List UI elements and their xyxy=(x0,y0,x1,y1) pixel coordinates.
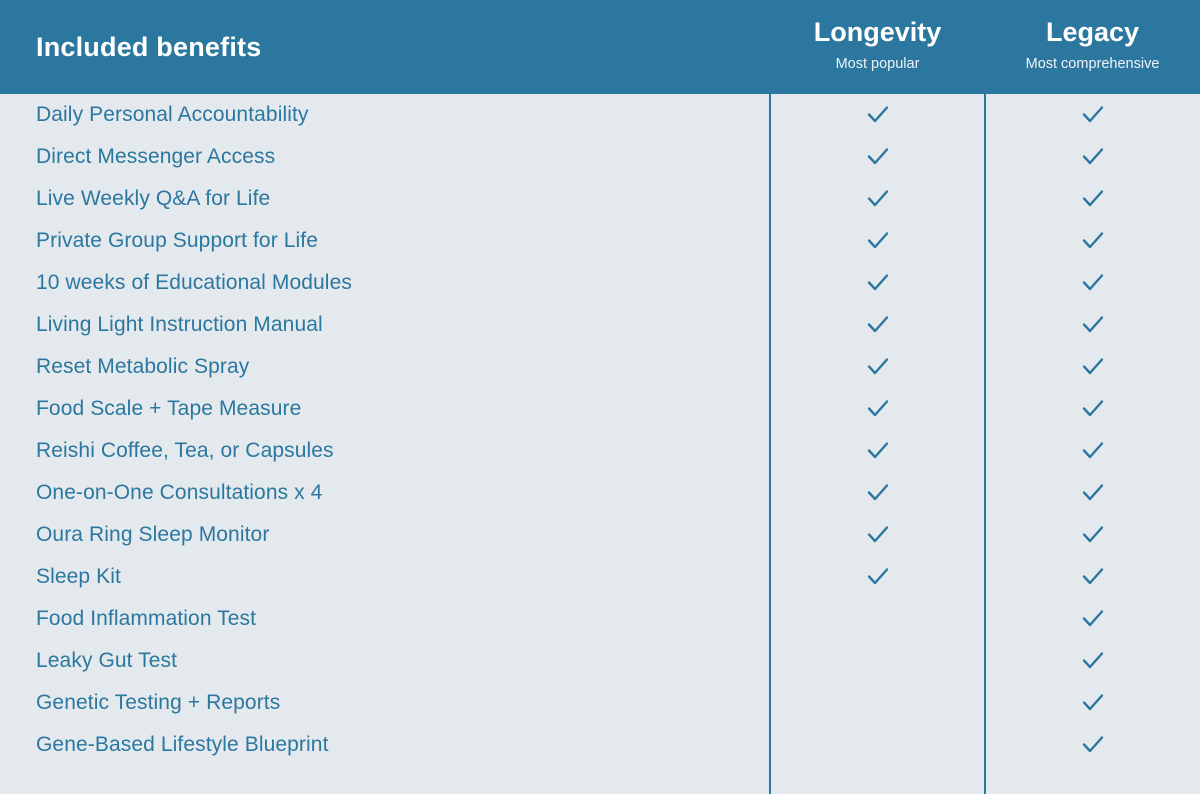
check-icon xyxy=(865,564,891,590)
cell-longevity xyxy=(770,228,985,254)
check-icon xyxy=(1080,228,1106,254)
cell-legacy xyxy=(985,396,1200,422)
cell-longevity xyxy=(770,396,985,422)
cell-legacy xyxy=(985,480,1200,506)
cell-legacy xyxy=(985,564,1200,590)
cell-legacy xyxy=(985,690,1200,716)
cell-longevity xyxy=(770,144,985,170)
check-icon xyxy=(1080,732,1106,758)
plan-subtitle-legacy: Most comprehensive xyxy=(1025,55,1160,72)
empty-cell xyxy=(865,690,891,716)
check-icon xyxy=(865,228,891,254)
check-icon xyxy=(1080,396,1106,422)
empty-cell xyxy=(865,606,891,632)
cell-longevity xyxy=(770,438,985,464)
benefit-label: Food Scale + Tape Measure xyxy=(36,397,302,420)
table-row xyxy=(0,556,1200,598)
table-row xyxy=(0,472,1200,514)
table-row xyxy=(0,178,1200,220)
cell-longevity xyxy=(770,690,985,716)
table-row xyxy=(0,262,1200,304)
benefit-label: Live Weekly Q&A for Life xyxy=(36,187,271,210)
check-icon xyxy=(1080,144,1106,170)
check-icon xyxy=(865,396,891,422)
benefit-label: Sleep Kit xyxy=(36,565,121,588)
check-icon xyxy=(1080,354,1106,380)
cell-longevity xyxy=(770,564,985,590)
benefit-label: Daily Personal Accountability xyxy=(36,103,309,126)
check-icon xyxy=(1080,186,1106,212)
table-row xyxy=(0,220,1200,262)
cell-longevity xyxy=(770,606,985,632)
plan-name-legacy: Legacy xyxy=(1045,17,1140,48)
benefit-label: Genetic Testing + Reports xyxy=(36,691,281,714)
cell-legacy xyxy=(985,522,1200,548)
check-icon xyxy=(1080,690,1106,716)
cell-legacy xyxy=(985,438,1200,464)
empty-cell xyxy=(865,648,891,674)
column-divider-left xyxy=(769,94,771,794)
cell-legacy xyxy=(985,732,1200,758)
check-icon xyxy=(1080,522,1106,548)
header-cell-longevity xyxy=(770,0,985,94)
table-row xyxy=(0,724,1200,766)
check-icon xyxy=(865,354,891,380)
check-icon xyxy=(1080,438,1106,464)
empty-cell xyxy=(865,732,891,758)
cell-legacy xyxy=(985,270,1200,296)
check-icon xyxy=(1080,564,1106,590)
cell-legacy xyxy=(985,606,1200,632)
cell-legacy xyxy=(985,144,1200,170)
check-icon xyxy=(1080,648,1106,674)
cell-longevity xyxy=(770,354,985,380)
cell-longevity xyxy=(770,312,985,338)
table-body xyxy=(0,94,1200,794)
header-cell-benefits xyxy=(0,0,770,94)
check-icon xyxy=(865,102,891,128)
header-cell-legacy xyxy=(985,0,1200,94)
table-header xyxy=(0,0,1200,94)
plan-name-longevity: Longevity xyxy=(813,17,942,48)
cell-longevity xyxy=(770,186,985,212)
table-row xyxy=(0,640,1200,682)
table-row xyxy=(0,136,1200,178)
cell-legacy xyxy=(985,102,1200,128)
benefit-label: Direct Messenger Access xyxy=(36,145,276,168)
benefit-label: Reset Metabolic Spray xyxy=(36,355,250,378)
benefit-label: Leaky Gut Test xyxy=(36,649,178,672)
table-row xyxy=(0,304,1200,346)
check-icon xyxy=(1080,480,1106,506)
benefit-label: Reishi Coffee, Tea, or Capsules xyxy=(36,439,334,462)
cell-legacy xyxy=(985,354,1200,380)
benefit-label: 10 weeks of Educational Modules xyxy=(36,271,352,294)
table-row xyxy=(0,430,1200,472)
cell-legacy xyxy=(985,648,1200,674)
cell-legacy xyxy=(985,228,1200,254)
benefit-label: Food Inflammation Test xyxy=(36,607,257,630)
benefit-label: Oura Ring Sleep Monitor xyxy=(36,523,270,546)
cell-legacy xyxy=(985,186,1200,212)
check-icon xyxy=(865,312,891,338)
cell-longevity xyxy=(770,102,985,128)
check-icon xyxy=(865,480,891,506)
cell-longevity xyxy=(770,648,985,674)
check-icon xyxy=(865,186,891,212)
cell-longevity xyxy=(770,522,985,548)
table-row xyxy=(0,514,1200,556)
page-title: Included benefits xyxy=(36,31,262,62)
plan-subtitle-longevity: Most popular xyxy=(835,55,920,72)
check-icon xyxy=(1080,102,1106,128)
check-icon xyxy=(1080,312,1106,338)
table-row xyxy=(0,346,1200,388)
check-icon xyxy=(1080,606,1106,632)
check-icon xyxy=(865,522,891,548)
table-row xyxy=(0,682,1200,724)
benefit-label: Living Light Instruction Manual xyxy=(36,313,323,336)
benefit-label: Gene-Based Lifestyle Blueprint xyxy=(36,733,329,756)
column-divider-right xyxy=(984,94,986,794)
table-row xyxy=(0,94,1200,136)
table-row xyxy=(0,388,1200,430)
benefit-label: One-on-One Consultations x 4 xyxy=(36,481,323,504)
check-icon xyxy=(865,144,891,170)
cell-longevity xyxy=(770,270,985,296)
benefit-label: Private Group Support for Life xyxy=(36,229,318,252)
check-icon xyxy=(865,438,891,464)
check-icon xyxy=(1080,270,1106,296)
cell-longevity xyxy=(770,732,985,758)
cell-legacy xyxy=(985,312,1200,338)
table-row xyxy=(0,598,1200,640)
check-icon xyxy=(865,270,891,296)
cell-longevity xyxy=(770,480,985,506)
